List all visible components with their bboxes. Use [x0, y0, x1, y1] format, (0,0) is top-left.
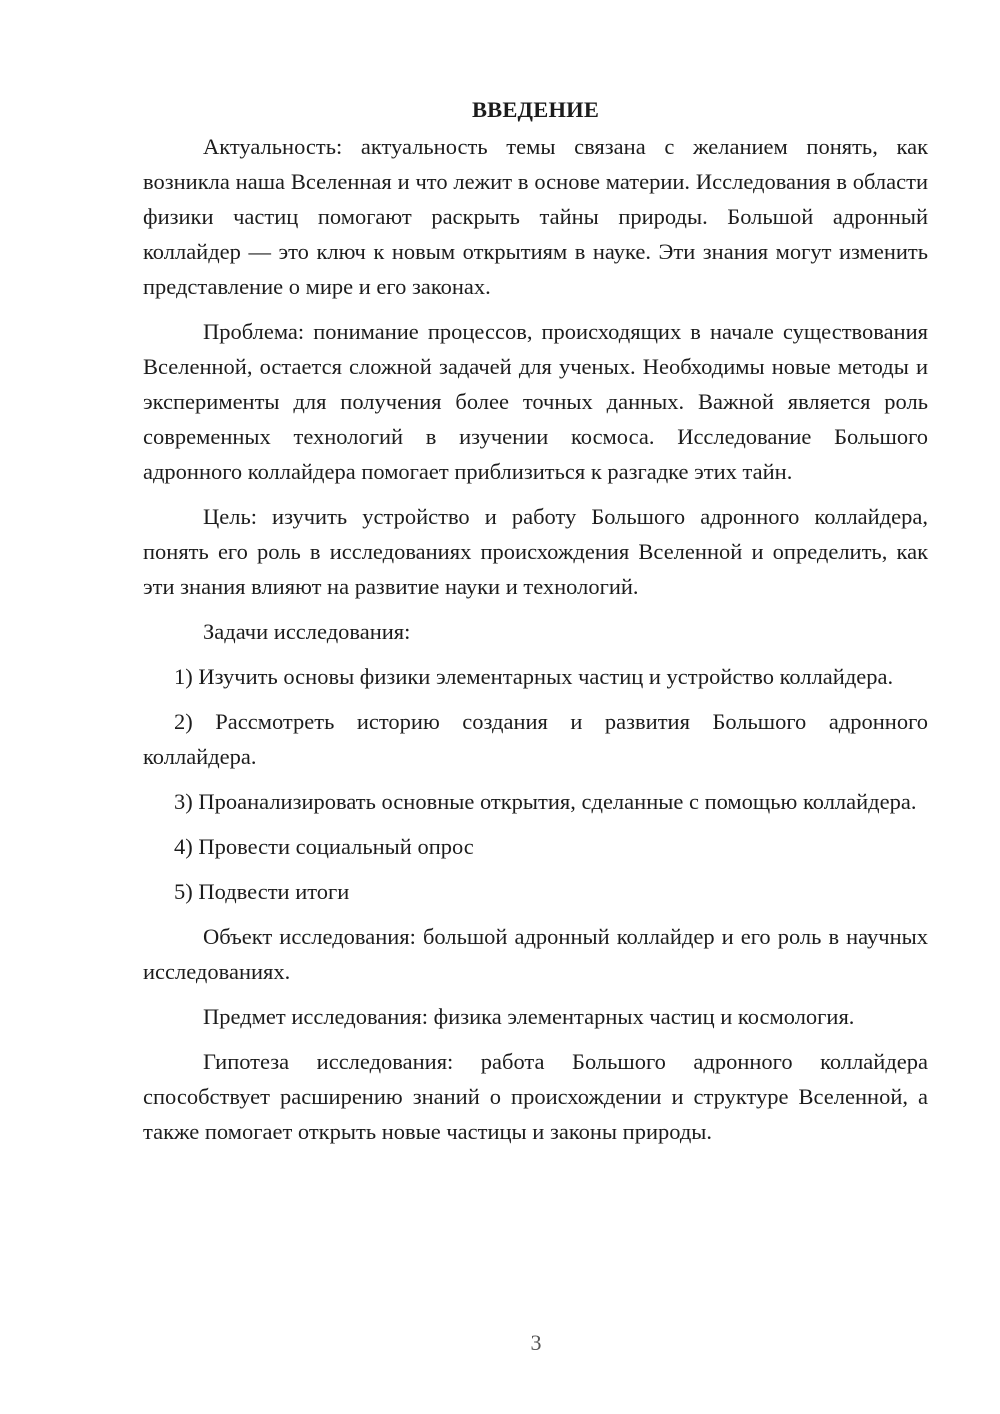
problem-paragraph: Проблема: понимание процессов, происходящих в начале существования Вселенной, остается сложной задачей для ученых. Необходимы новые методы и эксперименты для получения более точных данных. Важной является роль современных технологий в изучении космоса. Исследование Большого адронного коллайдера помогает приблизиться к разгадке этих тайн.	[143, 319, 928, 484]
task-item-1: 1) Изучить основы физики элементарных частиц и устройство коллайдера.	[174, 664, 894, 689]
hypothesis-paragraph: Гипотеза исследования: работа Большого адронного коллайдера способствует расширению знаний о происхождении и структуре Вселенной, а также помогает открыть новые частицы и законы природы.	[143, 1049, 928, 1144]
goal-paragraph: Цель: изучить устройство и работу Большого адронного коллайдера, понять его роль в исследованиях происхождения Вселенной и определить, как эти знания влияют на развитие науки и технологий.	[143, 504, 928, 599]
document-page	[143, 92, 928, 1159]
task-item-5: 5) Подвести итоги	[174, 879, 350, 904]
subject-paragraph: Предмет исследования: физика элементарных частиц и космология.	[203, 1004, 855, 1029]
task-item-4: 4) Провести социальный опрос	[174, 834, 474, 859]
object-paragraph: Объект исследования: большой адронный коллайдер и его роль в научных исследованиях.	[143, 924, 928, 984]
page-number: 3	[530, 1330, 542, 1355]
tasks-heading: Задачи исследования:	[203, 619, 411, 644]
task-item-2: 2) Рассмотреть историю создания и развития Большого адронного коллайдера.	[143, 709, 928, 769]
task-item-3: 3) Проанализировать основные открытия, сделанные с помощью коллайдера.	[174, 789, 917, 814]
relevance-paragraph: Актуальность: актуальность темы связана с желанием понять, как возникла наша Вселенная и что лежит в основе материи. Исследования в области физики частиц помогают раскрыть тайны природы. Большой адронный коллайдер — это ключ к новым открытиям в науке. Эти знания могут изменить представление о мире и его законах.	[143, 134, 928, 299]
page-title: ВВЕДЕНИЕ	[471, 97, 600, 122]
